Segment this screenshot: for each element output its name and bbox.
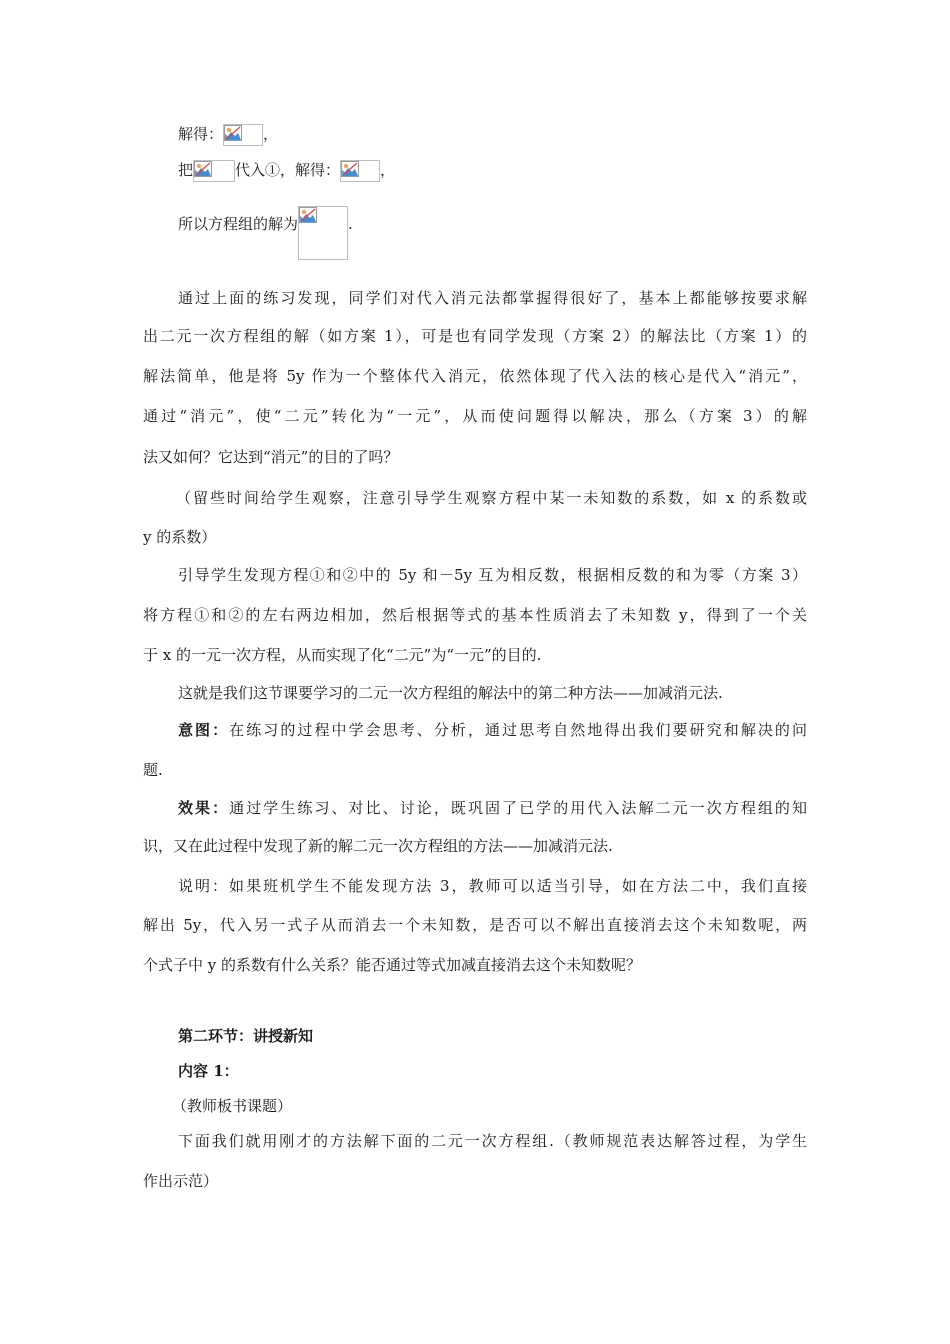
substitute-line [178, 160, 395, 182]
paragraph-3-line-3: 于 x 的一元一次方程，从而实现了化“二元”为“一元”的目的. [143, 646, 542, 664]
effect-text: 通过学生练习、对比、讨论，既巩固了已学的用代入法解二元一次方程组的知 [229, 799, 807, 817]
substitute-suffix: ， [380, 161, 396, 179]
note-line-2: 解出 5y，代入另一式子从而消去一个未知数，是否可以不解出直接消去这个未知数呢，两 [143, 916, 807, 934]
note-line-3: 个式子中 y 的系数有什么关系？能否通过等式加减直接消去这个未知数呢？ [143, 956, 642, 974]
equation-image-2 [193, 160, 235, 182]
paragraph-1-line-4: 通过“消元”，使“二元”转化为“一元”，从而使问题得以解决，那么（方案 3）的解 [143, 407, 807, 425]
intent-line-2: 题. [143, 761, 163, 779]
image-placeholder-icon [194, 161, 212, 177]
solution-prefix: 所以方程组的解为 [178, 215, 299, 233]
substitute-prefix: 把 [178, 161, 194, 179]
paragraph-9-line-2: 作出示范） [143, 1172, 219, 1190]
intent-label: 意图： [178, 721, 230, 739]
equation-image-1 [223, 124, 263, 146]
paragraph-1-line-1: 通过上面的练习发现，同学们对代入消元法都掌握得很好了，基本上都能够按要求解 [178, 289, 807, 307]
paragraph-4: 这就是我们这节课要学习的二元一次方程组的解法中的第二种方法——加减消元法. [178, 684, 723, 702]
solution-suffix: . [348, 215, 353, 233]
teacher-note: （教师板书课题） [172, 1097, 293, 1115]
image-placeholder-icon [341, 161, 359, 177]
solve-line-1 [178, 124, 278, 146]
content-heading: 内容 1： [178, 1062, 239, 1080]
image-placeholder-icon [299, 207, 317, 223]
solve-prefix: 解得： [178, 125, 224, 143]
paragraph-3-line-1: 引导学生发现方程①和②中的 5y 和－5y 互为相反数，根据相反数的和为零（方案 3） [178, 566, 807, 584]
image-placeholder-icon [224, 125, 242, 141]
effect-label: 效果： [178, 799, 230, 817]
note-line-1: 说明：如果班机学生不能发现方法 3，教师可以适当引导，如在方法二中，我们直接 [178, 877, 807, 895]
intent-text: 在练习的过程中学会思考、分析，通过思考自然地得出我们要研究和解决的问 [229, 721, 807, 739]
effect-line-1 [178, 798, 807, 818]
paragraph-1-line-3: 解法简单，他是将 5y 作为一个整体代入消元，依然体现了代入法的核心是代入“消元”， [143, 367, 807, 385]
substitute-mid: 代入①，解得： [235, 161, 341, 179]
solve-suffix: ， [263, 125, 279, 143]
paragraph-9-line-1: 下面我们就用刚才的方法解下面的二元一次方程组.（教师规范表达解答过程，为学生 [178, 1132, 807, 1150]
paragraph-2-line-1: （留些时间给学生观察，注意引导学生观察方程中某一未知数的系数，如 x 的系数或 [176, 489, 807, 507]
paragraph-1-line-2: 出二元一次方程组的解（如方案 1），可是也有同学发现（方案 2）的解法比（方案 1）的 [143, 327, 807, 345]
paragraph-2-line-2: y 的系数） [143, 528, 217, 546]
paragraph-1-line-5: 法又如何？它达到“消元”的目的了吗？ [143, 448, 399, 466]
equation-image-4 [298, 206, 348, 260]
intent-line-1 [178, 720, 807, 740]
section-heading: 第二环节：讲授新知 [178, 1027, 314, 1045]
effect-line-2: 识，又在此过程中发现了新的解二元一次方程组的方法——加减消元法. [143, 837, 613, 855]
equation-image-3 [340, 160, 380, 182]
solution-line [178, 214, 353, 260]
paragraph-3-line-2: 将方程①和②的左右两边相加，然后根据等式的基本性质消去了未知数 y，得到了一个关 [143, 606, 807, 624]
